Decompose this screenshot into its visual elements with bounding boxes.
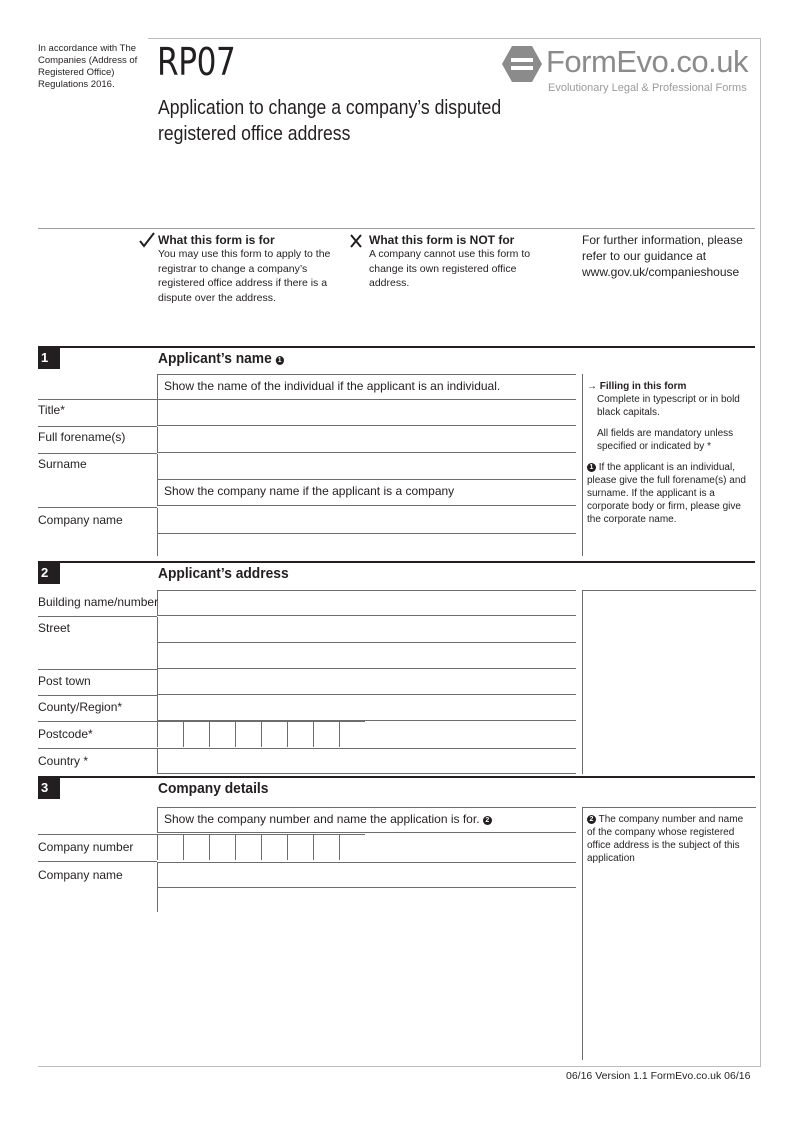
county-label: County/Region* <box>38 700 123 714</box>
legal-note: In accordance with The Companies (Address of Registered Office) Regulations 2016. <box>38 43 138 90</box>
company-number-boxes <box>157 834 365 860</box>
rule <box>38 695 157 696</box>
further-info: For further information, please refer to our guidance at www.gov.uk/companieshouse <box>582 233 743 279</box>
company-name-field-3[interactable] <box>157 862 576 888</box>
company-number-box[interactable] <box>183 834 209 860</box>
forenames-label: Full forename(s) <box>38 430 126 444</box>
section-2-number: 2 <box>38 562 60 584</box>
note-1-icon: 1 <box>587 463 596 472</box>
title-field[interactable] <box>157 400 576 426</box>
note-1-marker-icon: 1 <box>276 356 284 365</box>
note-1-text: If the applicant is an individual, please give the full forename(s) and surname. If the applicant is a corporate body or firm, please give the corporate name. <box>587 462 746 525</box>
postcode-box[interactable] <box>235 721 261 747</box>
company-number-box[interactable] <box>261 834 287 860</box>
hint-company: Show the company name if the applicant is a company <box>164 484 455 498</box>
postcode-box[interactable] <box>339 721 365 747</box>
section-3-guidance-top-rule <box>582 807 756 808</box>
county-field[interactable] <box>157 695 576 721</box>
section-2-title: Applicant’s address <box>158 565 289 582</box>
rule <box>38 861 157 862</box>
form-purpose-text: You may use this form to apply to the registrar to change a company’s registered office address if there is a dispute over the address. <box>158 248 331 304</box>
hint-individual-box <box>157 374 576 400</box>
info-divider <box>38 228 755 229</box>
form-not-for-heading: What this form is NOT for <box>369 233 515 247</box>
rule <box>38 426 157 427</box>
form-not-for <box>369 233 544 291</box>
footer-version: 06/16 Version 1.1 FormEvo.co.uk 06/16 <box>566 1070 751 1082</box>
note-2-text: The company number and name of the company whose registered office address is the subject of this application <box>587 814 744 864</box>
company-number-box[interactable] <box>339 834 365 860</box>
country-label: Country * <box>38 754 89 768</box>
rule <box>38 453 157 454</box>
postcode-box[interactable] <box>261 721 287 747</box>
post-town-label: Post town <box>38 674 91 688</box>
postcode-box[interactable] <box>313 721 339 747</box>
section-1-bar <box>38 346 755 348</box>
title-label: Title* <box>38 403 65 417</box>
page-title: Application to change a company’s disputed registered office address <box>158 97 502 145</box>
formevo-logo-icon <box>502 44 542 84</box>
filling-heading: Filling in this form <box>599 381 687 392</box>
rule <box>38 399 157 400</box>
filling-text: Complete in typescript or in bold black capitals. <box>597 394 740 418</box>
company-number-box[interactable] <box>287 834 313 860</box>
company-name-label: Company name <box>38 513 123 527</box>
rule <box>38 834 157 835</box>
hint-company-box <box>157 480 576 506</box>
hint-individual: Show the name of the individual if the applicant is an individual. <box>164 379 501 393</box>
rule <box>38 616 157 617</box>
street-label: Street <box>38 621 71 635</box>
rule <box>38 507 157 508</box>
cross-icon <box>349 234 363 248</box>
company-hint <box>158 808 576 826</box>
postcode-label: Postcode* <box>38 727 93 741</box>
logo-tagline: Evolutionary Legal & Professional Forms <box>548 82 747 94</box>
note-2-marker-icon: 2 <box>483 816 492 825</box>
section-3-number: 3 <box>38 777 60 799</box>
arrow-right-icon: → <box>587 381 597 392</box>
form-code: RP07 <box>157 40 236 84</box>
rule <box>38 669 157 670</box>
section-1-number: 1 <box>38 347 60 369</box>
building-field[interactable] <box>157 590 576 616</box>
postcode-box[interactable] <box>209 721 235 747</box>
postcode-boxes <box>157 721 365 747</box>
surname-label: Surname <box>38 457 87 471</box>
company-name-label-3: Company name <box>38 868 123 882</box>
rule <box>38 748 157 749</box>
company-name-field[interactable] <box>157 508 576 534</box>
brand-logo <box>502 44 756 96</box>
form-purpose <box>158 233 343 305</box>
company-hint-box <box>157 807 576 833</box>
company-number-label: Company number <box>38 840 134 854</box>
section-1-title <box>158 350 284 367</box>
company-number-box[interactable] <box>235 834 261 860</box>
tick-icon <box>138 232 156 248</box>
company-number-box[interactable] <box>157 834 183 860</box>
section-2-guidance <box>582 590 756 774</box>
post-town-field[interactable] <box>157 669 576 695</box>
company-hint-text: Show the company number and name the application is for. <box>164 812 480 826</box>
forenames-field[interactable] <box>157 427 576 453</box>
form-not-for-text: A company cannot use this form to change its own registered office address. <box>369 248 531 289</box>
logo-brand-text: FormEvo.co.uk <box>546 44 748 79</box>
section-1-guidance <box>582 374 756 556</box>
rule <box>38 721 157 722</box>
section-1-title-text: Applicant’s name <box>158 350 272 367</box>
company-number-box[interactable] <box>313 834 339 860</box>
section-3-bar <box>38 776 755 778</box>
street-field[interactable] <box>157 617 576 643</box>
frame-top-rule <box>148 38 761 39</box>
form-purpose-heading: What this form is for <box>158 233 275 247</box>
section-3-title: Company details <box>158 780 269 797</box>
section-3-guidance <box>582 807 756 1060</box>
company-name-field-3b[interactable] <box>157 888 576 912</box>
postcode-box[interactable] <box>157 721 183 747</box>
country-field[interactable] <box>157 748 576 774</box>
note-2-icon: 2 <box>587 815 596 824</box>
company-name-field-2[interactable] <box>157 534 576 556</box>
frame-bottom-rule <box>38 1066 761 1067</box>
postcode-box[interactable] <box>287 721 313 747</box>
frame-right-rule <box>760 38 761 1066</box>
section-2-bar <box>38 561 755 563</box>
surname-field[interactable] <box>157 454 576 480</box>
company-number-box[interactable] <box>209 834 235 860</box>
mandatory-note: All fields are mandatory unless specified or indicated by * <box>597 428 734 452</box>
street-field-2[interactable] <box>157 643 576 669</box>
building-label: Building name/number <box>38 595 159 609</box>
postcode-box[interactable] <box>183 721 209 747</box>
